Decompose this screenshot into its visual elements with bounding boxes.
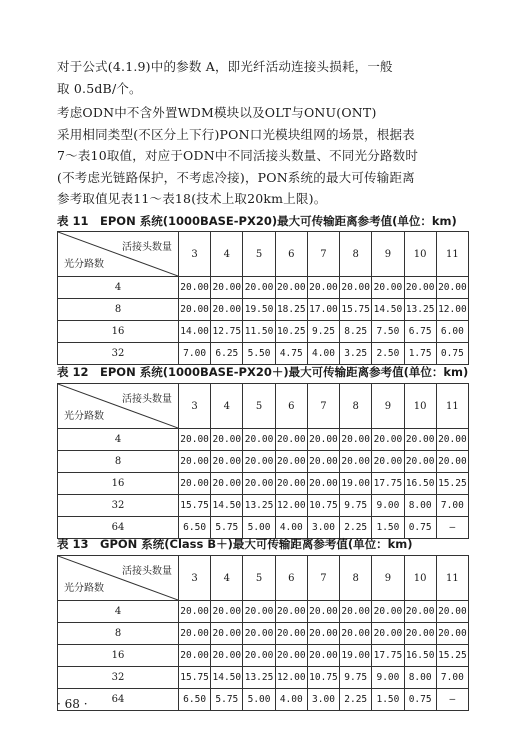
column-header: 11 [436, 556, 468, 601]
table-cell-distance: 20.00 [404, 601, 436, 623]
column-header: 6 [275, 556, 307, 601]
table-cell-distance: 20.00 [179, 645, 211, 667]
table-cell-distance: 7.00 [436, 667, 468, 689]
table-cell-distance: — [436, 517, 468, 539]
table-cell-distance: 20.00 [243, 473, 275, 495]
column-header: 10 [404, 556, 436, 601]
table-row [58, 429, 469, 451]
column-header: 3 [179, 232, 211, 277]
table-cell-distance: 5.50 [243, 343, 275, 365]
table-11-epon-px20 [57, 231, 469, 365]
table-header-corner [58, 384, 179, 429]
table-cell-distance: 20.00 [307, 601, 339, 623]
table-row [58, 299, 469, 321]
paragraph-odn-scenario: 考虑ODN中不含外置WDM模块以及OLT与ONU(ONT) 采用相同类型(不区分上下行)PON口光模块组网的场景，根据表 7～表10取值，对应于ODN中不同活接头数量、不同光分路数时 (不考虑光链路保护，不考虑冷接)，PON系统的最大可传输距离 参考取值见表11～表18(技术上取20km上限)。 [57, 105, 419, 207]
table-cell-distance: 9.00 [372, 667, 404, 689]
table-cell-distance: 14.00 [179, 321, 211, 343]
table-cell-distance: 7.00 [436, 495, 468, 517]
table-cell-distance: 17.75 [372, 645, 404, 667]
table-cell-distance: 20.00 [211, 299, 243, 321]
table-cell-distance: 20.00 [404, 429, 436, 451]
table-cell-distance: 20.00 [243, 601, 275, 623]
table-cell-distance: 20.00 [275, 601, 307, 623]
table-cell-distance: 4.00 [307, 343, 339, 365]
table-row [58, 321, 469, 343]
column-header: 8 [340, 556, 372, 601]
column-header: 11 [436, 384, 468, 429]
table-cell-distance: 20.00 [179, 429, 211, 451]
row-header-split-ratio: 4 [58, 601, 179, 623]
column-header: 10 [404, 232, 436, 277]
table-cell-distance: 13.25 [243, 495, 275, 517]
table-cell-distance: 18.25 [275, 299, 307, 321]
table-row [58, 623, 469, 645]
table-row [58, 277, 469, 299]
table-cell-distance: 8.00 [404, 495, 436, 517]
table-cell-distance: 13.25 [243, 667, 275, 689]
table-cell-distance: 2.25 [340, 689, 372, 711]
table-cell-distance: 5.00 [243, 689, 275, 711]
table-cell-distance: 10.75 [307, 495, 339, 517]
table-cell-distance: 20.00 [372, 451, 404, 473]
header-split-ratio-label: 光分路数 [64, 583, 104, 594]
table-cell-distance: 20.00 [179, 473, 211, 495]
column-header: 7 [307, 384, 339, 429]
row-header-split-ratio: 32 [58, 667, 179, 689]
row-header-split-ratio: 32 [58, 343, 179, 365]
table-cell-distance: 20.00 [372, 277, 404, 299]
table-cell-distance: 3.00 [307, 517, 339, 539]
table-row [58, 343, 469, 365]
table-cell-distance: 20.00 [404, 623, 436, 645]
table-cell-distance: 20.00 [179, 623, 211, 645]
table-cell-distance: 20.00 [243, 645, 275, 667]
header-connector-count-label: 活接头数量 [122, 566, 172, 577]
table-cell-distance: 12.00 [275, 495, 307, 517]
table-row [58, 495, 469, 517]
row-header-split-ratio: 16 [58, 321, 179, 343]
table-cell-distance: 19.00 [340, 473, 372, 495]
column-header: 9 [372, 556, 404, 601]
table-cell-distance: 9.25 [307, 321, 339, 343]
table-cell-distance: 16.50 [404, 473, 436, 495]
table-cell-distance: 4.75 [275, 343, 307, 365]
table-cell-distance: 20.00 [340, 451, 372, 473]
table-cell-distance: 19.00 [340, 645, 372, 667]
table-cell-distance: 20.00 [436, 601, 468, 623]
table-cell-distance: 20.00 [243, 277, 275, 299]
column-header: 7 [307, 556, 339, 601]
row-header-split-ratio: 8 [58, 299, 179, 321]
table-cell-distance: 0.75 [436, 343, 468, 365]
table-13-caption: 表 13 GPON 系统(Class B＋)最大可传输距离参考值(单位：km) [57, 537, 413, 551]
column-header: 6 [275, 384, 307, 429]
table-12-epon-px20-plus [57, 383, 469, 539]
table-cell-distance: 20.00 [211, 277, 243, 299]
page-number: · 68 · [57, 697, 88, 711]
table-cell-distance: 20.00 [436, 429, 468, 451]
column-header: 4 [211, 384, 243, 429]
table-cell-distance: 6.50 [179, 517, 211, 539]
row-header-split-ratio: 16 [58, 473, 179, 495]
column-header: 3 [179, 556, 211, 601]
column-header: 9 [372, 232, 404, 277]
table-cell-distance: 20.00 [340, 601, 372, 623]
table-cell-distance: 20.00 [436, 277, 468, 299]
table-cell-distance: 3.25 [340, 343, 372, 365]
table-cell-distance: 7.50 [372, 321, 404, 343]
table-cell-distance: 20.00 [179, 277, 211, 299]
column-header: 4 [211, 232, 243, 277]
row-header-split-ratio: 8 [58, 623, 179, 645]
table-cell-distance: 20.00 [275, 645, 307, 667]
table-cell-distance: 20.00 [372, 601, 404, 623]
table-cell-distance: 2.25 [340, 517, 372, 539]
row-header-split-ratio: 64 [58, 689, 179, 711]
table-row [58, 645, 469, 667]
table-12-caption: 表 12 EPON 系统(1000BASE-PX20＋)最大可传输距离参考值(单位：km) [57, 365, 469, 379]
table-cell-distance: 6.00 [436, 321, 468, 343]
table-cell-distance: 12.00 [436, 299, 468, 321]
table-cell-distance: 15.75 [340, 299, 372, 321]
table-cell-distance: 20.00 [404, 277, 436, 299]
row-header-split-ratio: 32 [58, 495, 179, 517]
table-cell-distance: 4.00 [275, 689, 307, 711]
table-cell-distance: 20.00 [179, 601, 211, 623]
table-row [58, 473, 469, 495]
table-cell-distance: 20.00 [307, 645, 339, 667]
table-cell-distance: 14.50 [211, 495, 243, 517]
table-cell-distance: 15.75 [179, 495, 211, 517]
table-cell-distance: 20.00 [211, 451, 243, 473]
table-cell-distance: 20.00 [243, 429, 275, 451]
row-header-split-ratio: 64 [58, 517, 179, 539]
row-header-split-ratio: 8 [58, 451, 179, 473]
row-header-split-ratio: 4 [58, 277, 179, 299]
table-cell-distance: 20.00 [340, 277, 372, 299]
column-header: 11 [436, 232, 468, 277]
table-header-corner [58, 232, 179, 277]
column-header: 4 [211, 556, 243, 601]
table-cell-distance: 20.00 [307, 623, 339, 645]
table-cell-distance: 20.00 [275, 623, 307, 645]
column-header: 3 [179, 384, 211, 429]
table-cell-distance: 9.75 [340, 495, 372, 517]
table-cell-distance: 20.00 [179, 299, 211, 321]
row-header-split-ratio: 16 [58, 645, 179, 667]
table-cell-distance: 10.25 [275, 321, 307, 343]
table-cell-distance: 17.00 [307, 299, 339, 321]
table-cell-distance: 20.00 [275, 277, 307, 299]
table-cell-distance: 20.00 [307, 277, 339, 299]
column-header: 9 [372, 384, 404, 429]
table-cell-distance: 20.00 [211, 601, 243, 623]
table-cell-distance: 1.75 [404, 343, 436, 365]
table-row [58, 689, 469, 711]
table-cell-distance: 15.25 [436, 645, 468, 667]
header-connector-count-label: 活接头数量 [122, 242, 172, 253]
table-cell-distance: 19.50 [243, 299, 275, 321]
row-header-split-ratio: 4 [58, 429, 179, 451]
table-cell-distance: 20.00 [307, 451, 339, 473]
paragraph-parameter-a: 对于公式(4.1.9)中的参数 A，即光纤活动连接头损耗，一般 取 0.5dB/个。 [57, 59, 393, 96]
column-header: 8 [340, 384, 372, 429]
column-header: 6 [275, 232, 307, 277]
table-cell-distance: 20.00 [211, 473, 243, 495]
column-header: 5 [243, 232, 275, 277]
table-cell-distance: 20.00 [340, 429, 372, 451]
table-cell-distance: 20.00 [340, 623, 372, 645]
table-cell-distance: 20.00 [307, 429, 339, 451]
table-cell-distance: 9.00 [372, 495, 404, 517]
table-cell-distance: 20.00 [275, 429, 307, 451]
table-cell-distance: 20.00 [404, 451, 436, 473]
table-cell-distance: 16.50 [404, 645, 436, 667]
table-cell-distance: 2.50 [372, 343, 404, 365]
table-cell-distance: 1.50 [372, 689, 404, 711]
table-cell-distance: 5.75 [211, 517, 243, 539]
table-cell-distance: 20.00 [275, 451, 307, 473]
table-cell-distance: 15.25 [436, 473, 468, 495]
table-cell-distance: 10.75 [307, 667, 339, 689]
column-header: 8 [340, 232, 372, 277]
table-cell-distance: 20.00 [243, 451, 275, 473]
table-cell-distance: — [436, 689, 468, 711]
column-header: 5 [243, 384, 275, 429]
table-row [58, 601, 469, 623]
table-cell-distance: 11.50 [243, 321, 275, 343]
header-connector-count-label: 活接头数量 [122, 394, 172, 405]
table-row [58, 451, 469, 473]
header-split-ratio-label: 光分路数 [64, 259, 104, 270]
table-cell-distance: 14.50 [372, 299, 404, 321]
table-cell-distance: 7.00 [179, 343, 211, 365]
table-cell-distance: 15.75 [179, 667, 211, 689]
table-cell-distance: 12.00 [275, 667, 307, 689]
table-cell-distance: 6.75 [404, 321, 436, 343]
table-cell-distance: 9.75 [340, 667, 372, 689]
column-header: 10 [404, 384, 436, 429]
table-cell-distance: 20.00 [243, 623, 275, 645]
table-cell-distance: 1.50 [372, 517, 404, 539]
table-11-caption: 表 11 EPON 系统(1000BASE-PX20)最大可传输距离参考值(单位：km) [57, 214, 457, 228]
column-header: 7 [307, 232, 339, 277]
table-cell-distance: 14.50 [211, 667, 243, 689]
table-cell-distance: 20.00 [211, 429, 243, 451]
column-header: 5 [243, 556, 275, 601]
table-cell-distance: 6.25 [211, 343, 243, 365]
table-cell-distance: 4.00 [275, 517, 307, 539]
table-header-corner [58, 556, 179, 601]
table-cell-distance: 13.25 [404, 299, 436, 321]
table-cell-distance: 20.00 [436, 451, 468, 473]
table-cell-distance: 20.00 [372, 623, 404, 645]
table-cell-distance: 5.00 [243, 517, 275, 539]
table-cell-distance: 20.00 [211, 645, 243, 667]
table-cell-distance: 0.75 [404, 517, 436, 539]
table-cell-distance: 20.00 [275, 473, 307, 495]
table-cell-distance: 0.75 [404, 689, 436, 711]
table-cell-distance: 5.75 [211, 689, 243, 711]
table-cell-distance: 3.00 [307, 689, 339, 711]
table-cell-distance: 8.00 [404, 667, 436, 689]
table-cell-distance: 20.00 [307, 473, 339, 495]
table-cell-distance: 8.25 [340, 321, 372, 343]
table-cell-distance: 6.50 [179, 689, 211, 711]
table-13-gpon-class-b-plus [57, 555, 469, 711]
header-split-ratio-label: 光分路数 [64, 411, 104, 422]
table-row [58, 667, 469, 689]
table-cell-distance: 12.75 [211, 321, 243, 343]
table-cell-distance: 17.75 [372, 473, 404, 495]
table-cell-distance: 20.00 [372, 429, 404, 451]
table-cell-distance: 20.00 [436, 623, 468, 645]
table-cell-distance: 20.00 [179, 451, 211, 473]
table-cell-distance: 20.00 [211, 623, 243, 645]
